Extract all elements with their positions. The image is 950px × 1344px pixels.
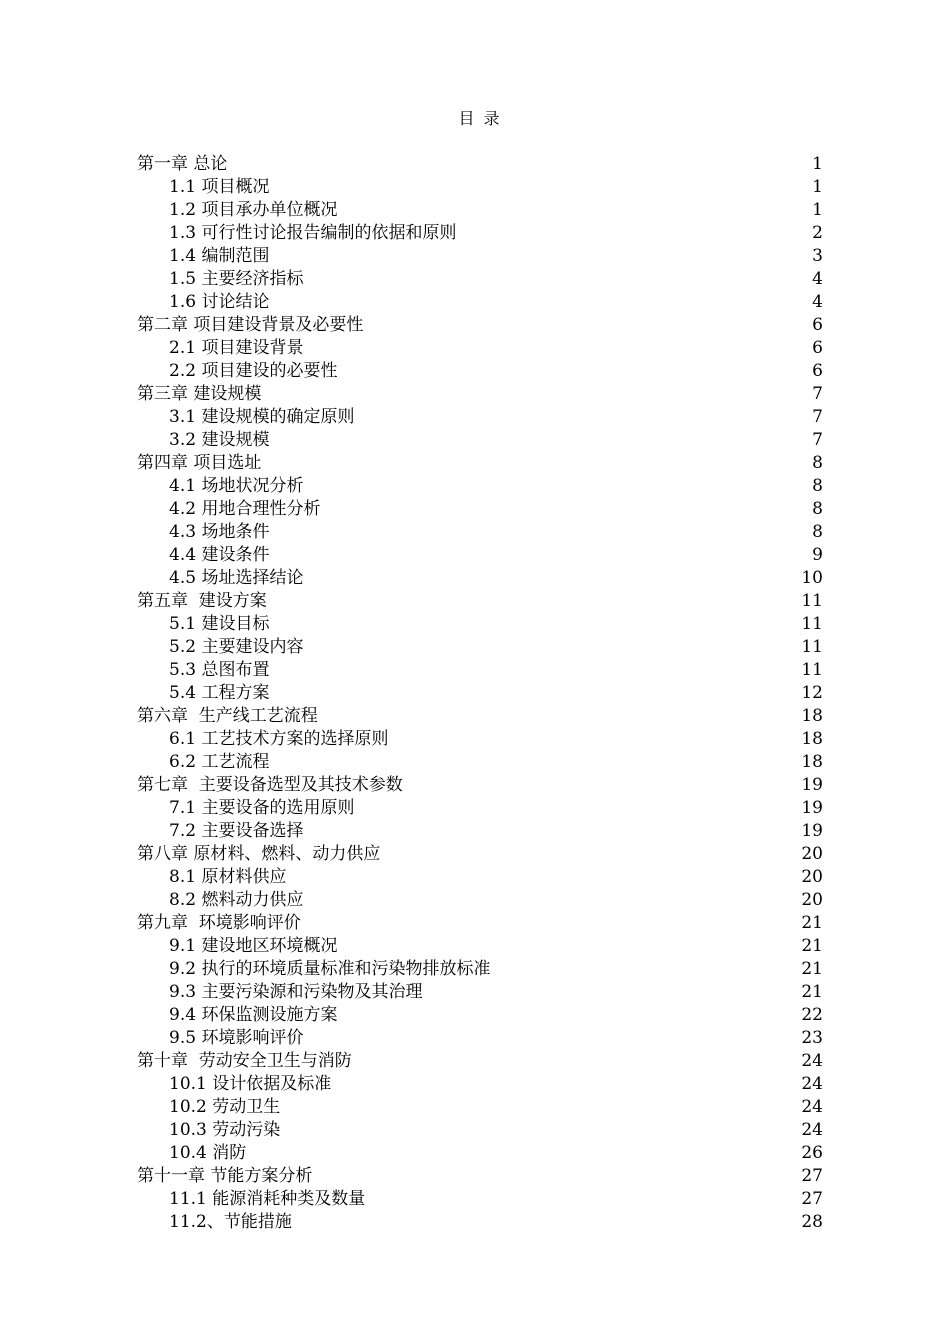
toc-entry-title: 6.2 工艺流程	[169, 752, 270, 772]
toc-page-number: 22	[801, 1005, 823, 1025]
toc-section-row[interactable]	[137, 337, 823, 360]
toc-chapter-row[interactable]	[137, 1165, 823, 1188]
toc-page-number: 24	[801, 1120, 823, 1140]
toc-entry-title: 5.3 总图布置	[169, 660, 270, 680]
toc-page-number: 21	[801, 982, 823, 1002]
toc-page-number: 6	[812, 361, 823, 381]
toc-entry-title: 1.4 编制范围	[169, 246, 270, 266]
toc-entry-title: 4.4 建设条件	[169, 545, 270, 565]
toc-section-row[interactable]	[137, 1004, 823, 1027]
toc-page-number: 4	[812, 269, 823, 289]
toc-page-number: 1	[812, 154, 823, 174]
toc-entry-title: 11.2、节能措施	[169, 1212, 292, 1232]
toc-entry-title: 2.1 项目建设背景	[169, 338, 304, 358]
toc-page-number: 18	[801, 706, 823, 726]
toc-section-row[interactable]	[137, 544, 823, 567]
toc-entry-title: 4.3 场地条件	[169, 522, 270, 542]
toc-entry-title: 第十章 劳动安全卫生与消防	[137, 1051, 352, 1071]
toc-section-row[interactable]	[137, 1188, 823, 1211]
toc-entry-title: 1.1 项目概况	[169, 177, 270, 197]
toc-section-row[interactable]	[137, 636, 823, 659]
toc-page-number: 11	[801, 614, 823, 634]
toc-entry-title: 9.4 环保监测设施方案	[169, 1005, 338, 1025]
toc-entry-title: 6.1 工艺技术方案的选择原则	[169, 729, 389, 749]
toc-page-number: 11	[801, 637, 823, 657]
toc-page-number: 1	[812, 177, 823, 197]
toc-page-number: 18	[801, 752, 823, 772]
toc-entry-title: 7.2 主要设备选择	[169, 821, 304, 841]
toc-section-row[interactable]	[137, 291, 823, 314]
toc-entry-title: 8.2 燃料动力供应	[169, 890, 304, 910]
toc-entry-title: 第四章 项目选址	[137, 453, 262, 473]
toc-section-row[interactable]	[137, 866, 823, 889]
toc-entry-title: 8.1 原材料供应	[169, 867, 287, 887]
toc-entry-title: 第三章 建设规模	[137, 384, 262, 404]
toc-page-number: 7	[812, 430, 823, 450]
toc-chapter-row[interactable]	[137, 314, 823, 337]
toc-section-row[interactable]	[137, 176, 823, 199]
toc-page-number: 21	[801, 959, 823, 979]
toc-entry-title: 10.1 设计依据及标准	[169, 1074, 332, 1094]
toc-section-row[interactable]	[137, 498, 823, 521]
toc-entry-title: 3.1 建设规模的确定原则	[169, 407, 355, 427]
toc-chapter-row[interactable]	[137, 1050, 823, 1073]
toc-chapter-row[interactable]	[137, 912, 823, 935]
toc-page-number: 21	[801, 913, 823, 933]
toc-entry-title: 1.2 项目承办单位概况	[169, 200, 338, 220]
toc-section-row[interactable]	[137, 682, 823, 705]
toc-page-number: 8	[812, 476, 823, 496]
toc-section-row[interactable]	[137, 199, 823, 222]
toc-entry-title: 第七章 主要设备选型及其技术参数	[137, 775, 403, 795]
toc-page-number: 6	[812, 315, 823, 335]
toc-page-number: 24	[801, 1074, 823, 1094]
toc-section-row[interactable]	[137, 820, 823, 843]
toc-entry-title: 1.5 主要经济指标	[169, 269, 304, 289]
toc-page-number: 23	[801, 1028, 823, 1048]
toc-page-number: 8	[812, 522, 823, 542]
toc-entry-title: 1.6 讨论结论	[169, 292, 270, 312]
toc-chapter-row[interactable]	[137, 383, 823, 406]
toc-page-number: 19	[801, 798, 823, 818]
toc-section-row[interactable]	[137, 429, 823, 452]
toc-page-number: 3	[812, 246, 823, 266]
toc-entry-title: 9.5 环境影响评价	[169, 1028, 304, 1048]
toc-chapter-row[interactable]	[137, 590, 823, 613]
toc-entry-title: 4.1 场地状况分析	[169, 476, 304, 496]
toc-page-number: 20	[801, 867, 823, 887]
page-title: 目 录	[458, 109, 502, 128]
toc-section-row[interactable]	[137, 751, 823, 774]
toc-entry-title: 5.2 主要建设内容	[169, 637, 304, 657]
toc-chapter-row[interactable]	[137, 774, 823, 797]
toc-entry-title: 4.2 用地合理性分析	[169, 499, 321, 519]
toc-page-number: 19	[801, 775, 823, 795]
toc-entry-title: 第九章 环境影响评价	[137, 913, 301, 933]
toc-section-row[interactable]	[137, 889, 823, 912]
toc-page-number: 21	[801, 936, 823, 956]
toc-entry-title: 9.1 建设地区环境概况	[169, 936, 338, 956]
toc-entry-title: 第八章 原材料、燃料、动力供应	[137, 844, 381, 864]
toc-entry-title: 第二章 项目建设背景及必要性	[137, 315, 364, 335]
toc-section-row[interactable]	[137, 567, 823, 590]
toc-page-number: 12	[801, 683, 823, 703]
toc-entry-title: 第五章 建设方案	[137, 591, 267, 611]
toc-entry-title: 5.4 工程方案	[169, 683, 270, 703]
toc-entry-title: 9.3 主要污染源和污染物及其治理	[169, 982, 423, 1002]
toc-page-number: 18	[801, 729, 823, 749]
toc-entry-title: 9.2 执行的环境质量标准和污染物排放标准	[169, 959, 491, 979]
toc-entry-title: 10.4 消防	[169, 1143, 247, 1163]
toc-section-row[interactable]	[137, 958, 823, 981]
toc-page-number: 11	[801, 591, 823, 611]
toc-section-row[interactable]	[137, 222, 823, 245]
toc-page-number: 9	[812, 545, 823, 565]
toc-entry-title: 11.1 能源消耗种类及数量	[169, 1189, 366, 1209]
toc-entry-title: 10.3 劳动污染	[169, 1120, 281, 1140]
toc-section-row[interactable]	[137, 1142, 823, 1165]
toc-section-row[interactable]	[137, 797, 823, 820]
toc-entry-title: 3.2 建设规模	[169, 430, 270, 450]
toc-section-row[interactable]	[137, 1211, 823, 1234]
toc-section-row[interactable]	[137, 1119, 823, 1142]
toc-page-number: 27	[801, 1189, 823, 1209]
toc-entry-title: 1.3 可行性讨论报告编制的依据和原则	[169, 223, 457, 243]
toc-entry-title: 5.1 建设目标	[169, 614, 270, 634]
toc-entry-title: 第一章 总论	[137, 154, 228, 174]
toc-page-number: 10	[801, 568, 823, 588]
toc-section-row[interactable]	[137, 1096, 823, 1119]
toc-section-row[interactable]	[137, 981, 823, 1004]
toc-section-row[interactable]	[137, 406, 823, 429]
toc-page-number: 4	[812, 292, 823, 312]
toc-page-number: 26	[801, 1143, 823, 1163]
table-of-contents	[137, 153, 823, 1234]
toc-page-number: 27	[801, 1166, 823, 1186]
toc-entry-title: 第十一章 节能方案分析	[137, 1166, 313, 1186]
toc-chapter-row[interactable]	[137, 153, 823, 176]
toc-entry-title: 7.1 主要设备的选用原则	[169, 798, 355, 818]
toc-entry-title: 10.2 劳动卫生	[169, 1097, 281, 1117]
toc-section-row[interactable]	[137, 475, 823, 498]
toc-section-row[interactable]	[137, 1027, 823, 1050]
toc-page-number: 20	[801, 844, 823, 864]
toc-section-row[interactable]	[137, 268, 823, 291]
toc-section-row[interactable]	[137, 659, 823, 682]
toc-section-row[interactable]	[137, 521, 823, 544]
toc-section-row[interactable]	[137, 728, 823, 751]
toc-page-number: 6	[812, 338, 823, 358]
toc-page-number: 8	[812, 499, 823, 519]
toc-page-number: 2	[812, 223, 823, 243]
toc-page-number: 11	[801, 660, 823, 680]
toc-page-number: 7	[812, 384, 823, 404]
toc-page-number: 24	[801, 1051, 823, 1071]
toc-page-number: 7	[812, 407, 823, 427]
toc-chapter-row[interactable]	[137, 705, 823, 728]
toc-entry-title: 4.5 场址选择结论	[169, 568, 304, 588]
toc-page-number: 28	[801, 1212, 823, 1232]
toc-entry-title: 第六章 生产线工艺流程	[137, 706, 318, 726]
toc-section-row[interactable]	[137, 360, 823, 383]
toc-chapter-row[interactable]	[137, 452, 823, 475]
toc-page-number: 24	[801, 1097, 823, 1117]
toc-page-number: 20	[801, 890, 823, 910]
toc-page-number: 19	[801, 821, 823, 841]
toc-chapter-row[interactable]	[137, 843, 823, 866]
toc-page-number: 8	[812, 453, 823, 473]
toc-section-row[interactable]	[137, 613, 823, 636]
toc-entry-title: 2.2 项目建设的必要性	[169, 361, 338, 381]
toc-section-row[interactable]	[137, 935, 823, 958]
toc-section-row[interactable]	[137, 245, 823, 268]
toc-section-row[interactable]	[137, 1073, 823, 1096]
toc-page-number: 1	[812, 200, 823, 220]
